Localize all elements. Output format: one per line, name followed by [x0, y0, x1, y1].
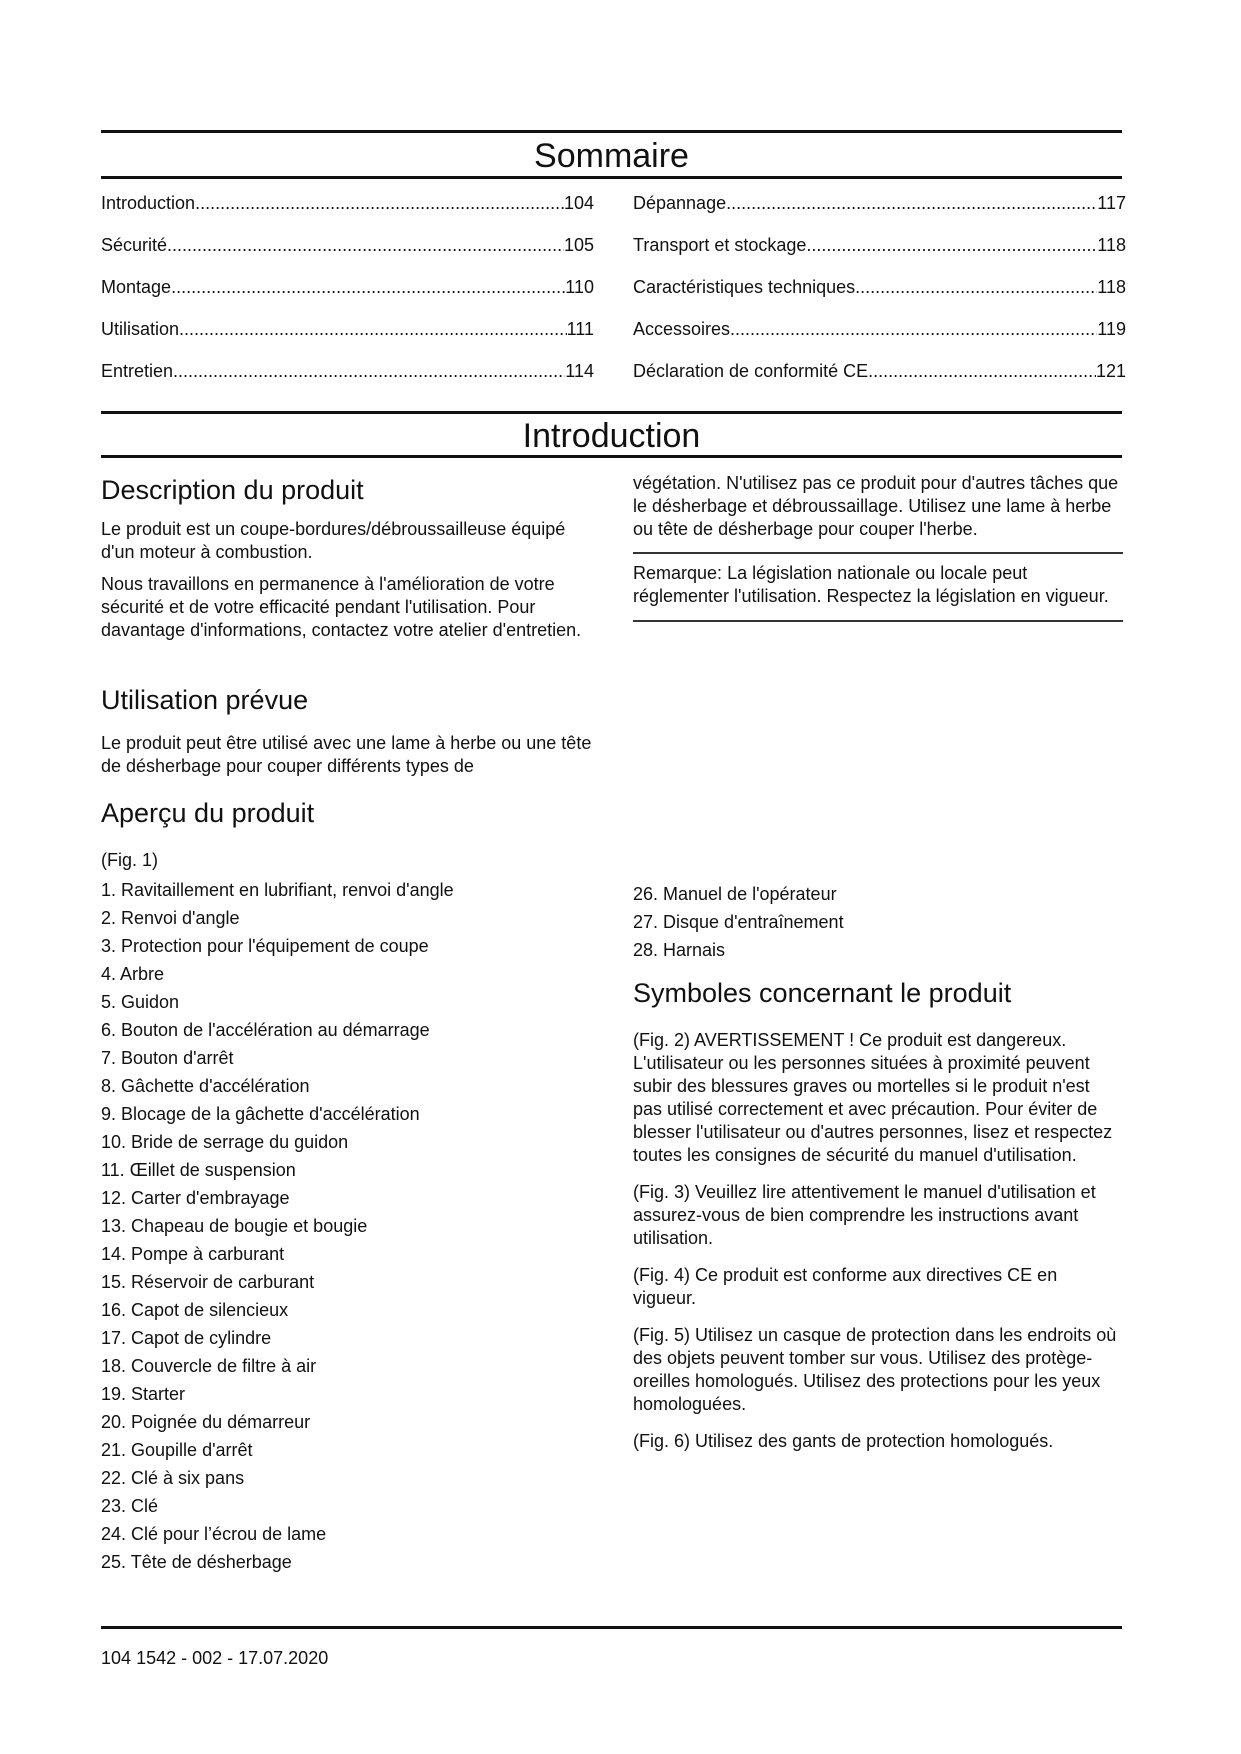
symbol-item: [633, 1264, 1123, 1310]
page-footer: [101, 1648, 328, 1669]
overview-heading: Aperçu du produit: [101, 798, 315, 828]
intro-title: Introduction: [522, 417, 701, 455]
list-item: 10. Bride de serrage du guidon: [101, 1132, 349, 1152]
description-section: [101, 474, 594, 642]
symbol-fig-ref: (Fig. 2): [633, 1030, 691, 1050]
toc-item[interactable]: Entretien ..... 114: [101, 361, 594, 403]
toc-left-column: [101, 193, 594, 403]
overview-section: [101, 797, 594, 1576]
toc-item[interactable]: Transport et stockage ..... 118: [633, 235, 1126, 277]
list-item: 3. Protection pour l'équipement de coupe: [101, 936, 429, 956]
toc-item[interactable]: Déclaration de conformité CE ..... 121: [633, 361, 1126, 403]
symbol-description: Utilisez un casque de protection dans les endroits où des objets peuvent tomber sur vous. Utilisez des protège-oreilles homologués. Utilisez des protections pour les yeux homologuées.: [633, 1325, 1117, 1414]
note-box: [633, 552, 1123, 622]
list-item: 23. Clé: [101, 1496, 159, 1516]
list-item: 26. Manuel de l'opérateur: [633, 884, 837, 904]
overview-fig-ref: (Fig. 1): [101, 850, 159, 870]
note-text: La législation nationale ou locale peut réglementer l'utilisation. Respectez la législation en vigueur.: [633, 563, 1109, 606]
description-paragraph: Le produit est un coupe-bordures/débroussailleuse équipé d'un moteur à combustion.: [101, 519, 566, 562]
toc-item[interactable]: Accessoires ..... 119: [633, 319, 1126, 361]
list-item: 22. Clé à six pans: [101, 1468, 245, 1488]
symbol-item: [633, 1029, 1123, 1167]
symbol-description: Veuillez lire attentivement le manuel d'utilisation et assurez-vous de bien comprendre les instructions avant utilisation.: [633, 1182, 1096, 1248]
symbol-fig-ref: (Fig. 5): [633, 1325, 691, 1345]
toc-bottom-rule: [101, 176, 1122, 179]
intro-bottom-rule: [101, 455, 1122, 458]
parts-list-continued: [633, 880, 1123, 964]
symbol-fig-ref: (Fig. 6): [633, 1431, 691, 1451]
toc-item[interactable]: Caractéristiques techniques ..... 118: [633, 277, 1126, 319]
list-item: 21. Goupille d'arrêt: [101, 1440, 253, 1460]
symbol-fig-ref: (Fig. 4): [633, 1265, 691, 1285]
toc-item[interactable]: Sécurité ..... 105: [101, 235, 594, 277]
toc-item[interactable]: Dépannage ..... 117: [633, 193, 1126, 235]
toc-title: Sommaire: [534, 137, 689, 175]
list-item: 2. Renvoi d'angle: [101, 908, 240, 928]
toc-item[interactable]: Utilisation ..... 111: [101, 319, 594, 361]
toc-item[interactable]: Montage ..... 110: [101, 277, 594, 319]
list-item: 13. Chapeau de bougie et bougie: [101, 1216, 368, 1236]
intended-use-section: [101, 684, 594, 778]
list-item: 17. Capot de cylindre: [101, 1328, 272, 1348]
document-reference: 1542 - 002 - 17.07.2020: [136, 1648, 329, 1668]
list-item: 14. Pompe à carburant: [101, 1244, 285, 1264]
intended-use-heading: Utilisation prévue: [101, 685, 309, 715]
list-item: 28. Harnais: [633, 940, 726, 960]
description-heading: Description du produit: [101, 475, 364, 505]
toc-right-column: [633, 193, 1126, 403]
footer-rule: [101, 1626, 1122, 1629]
symbol-description: Utilisez des gants de protection homologués.: [695, 1431, 1054, 1451]
list-item: 9. Blocage de la gâchette d'accélération: [101, 1104, 420, 1124]
list-item: 27. Disque d'entraînement: [633, 912, 844, 932]
intro-top-rule: [101, 411, 1122, 414]
symbol-description: Ce produit est conforme aux directives CE en vigueur.: [633, 1265, 1058, 1308]
description-paragraph: Nous travaillons en permanence à l'amélioration de votre sécurité et de votre efficacité pendant l'utilisation. Pour davantage d'informations, contactez votre atelier d'entretien.: [101, 574, 582, 640]
note-label: Remarque:: [633, 563, 723, 583]
symbol-item: [633, 1181, 1123, 1250]
symbol-fig-ref: (Fig. 3): [633, 1182, 691, 1202]
list-item: 7. Bouton d'arrêt: [101, 1048, 234, 1068]
list-item: 12. Carter d'embrayage: [101, 1188, 290, 1208]
parts-list: [101, 876, 594, 1576]
symbols-heading: Symboles concernant le produit: [633, 978, 1012, 1008]
list-item: 11. Œillet de suspension: [101, 1160, 296, 1180]
list-item: 1. Ravitaillement en lubrifiant, renvoi d'angle: [101, 880, 454, 900]
list-item: 15. Réservoir de carburant: [101, 1272, 315, 1292]
symbol-item: [633, 1430, 1123, 1453]
symbols-section: [633, 977, 1123, 1467]
overview-continuation: [633, 880, 1123, 964]
symbol-item: [633, 1324, 1123, 1416]
list-item: 18. Couvercle de filtre à air: [101, 1356, 317, 1376]
list-item: 24. Clé pour l’écrou de lame: [101, 1524, 327, 1544]
symbol-description: AVERTISSEMENT ! Ce produit est dangereux. L'utilisateur ou les personnes situées à proximité peuvent subir des blessures graves ou mortelles si le produit n'est pas utilisé correctement et avec précaution. Pour éviter de blesser l'utilisateur ou d'autres personnes, lisez et respectez toutes les consignes de sécurité du manuel d'utilisation.: [633, 1030, 1113, 1165]
intended-use-continued-paragraph: végétation. N'utilisez pas ce produit pour d'autres tâches que le désherbage et débroussaillage. Utilisez une lame à herbe ou tête de désherbage pour couper l'herbe.: [633, 473, 1119, 539]
intended-use-paragraph: Le produit peut être utilisé avec une lame à herbe ou une tête de désherbage pour couper différents types de: [101, 733, 592, 776]
list-item: 16. Capot de silencieux: [101, 1300, 289, 1320]
intended-use-continuation: [633, 472, 1123, 541]
list-item: 8. Gâchette d'accélération: [101, 1076, 310, 1096]
list-item: 20. Poignée du démarreur: [101, 1412, 311, 1432]
list-item: 25. Tête de désherbage: [101, 1552, 292, 1572]
list-item: 19. Starter: [101, 1384, 186, 1404]
list-item: 6. Bouton de l'accélération au démarrage: [101, 1020, 430, 1040]
list-item: 4. Arbre: [101, 964, 165, 984]
list-item: 5. Guidon: [101, 992, 180, 1012]
toc-top-rule: [101, 130, 1122, 133]
toc-item[interactable]: Introduction ..... 104: [101, 193, 594, 235]
page-number: 104: [101, 1648, 132, 1668]
